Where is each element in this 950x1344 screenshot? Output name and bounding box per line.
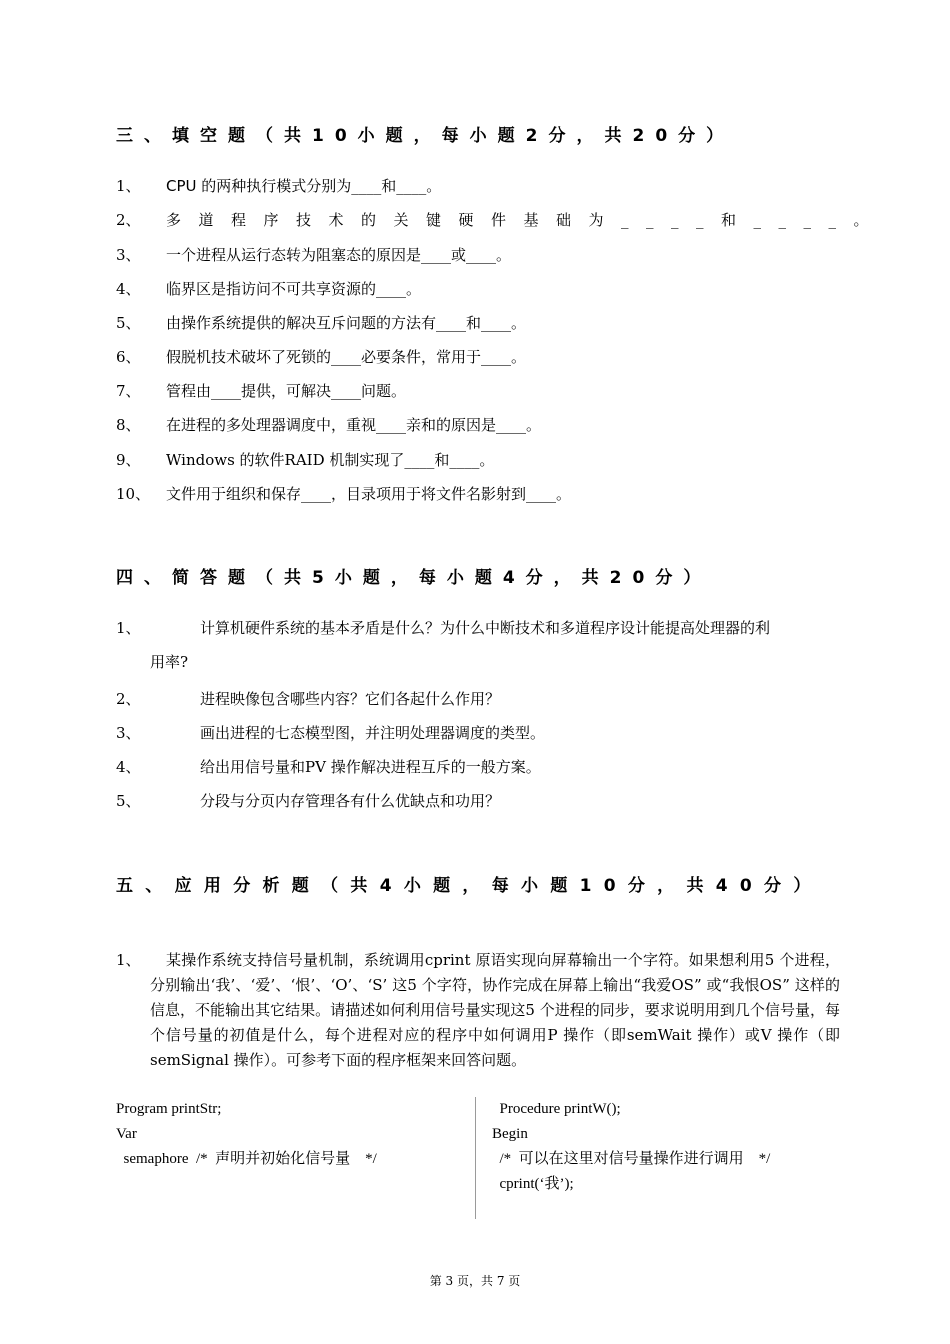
fill-in-item [116,448,840,472]
question-text: 的两种执行模式分别为____和____。 [196,177,442,195]
question-text-continuation: 用率? [150,653,189,671]
question-number: 3、 [116,724,141,742]
question-text: 某操作系统支持信号量机制，系统调用cprint 原语实现向屏幕输出一个字符。如果想利用5 个进程，分别输出‘我’、‘爱’、‘恨’、‘O’、‘S’ 这5 个字符，协作完成在屏幕上输出“我爱OS” 或“我恨OS” 这样的信息，不能输出其它结果。请描述如何利用信号量实现这5 个进程的同步，要求说明用到几个信号量，每个信号量的初值是什么，每个进程对应的程序中如何调用P 操作（即semWait 操作）或V 操作（即semSignal 操作）。可参考下面的程序框架来回答问题。 [150,951,840,1069]
question-text: 管程由____提供，可解决____问题。 [166,382,407,400]
question-number: 6、 [116,348,141,366]
question-number: 1、 [116,951,141,969]
code-line: /* 可以在这里对信号量操作进行调用 */ [492,1151,771,1167]
short-answer-item [116,721,840,745]
question-prefix: CPU [166,177,197,195]
fill-in-item [116,379,840,403]
short-answer-item [116,789,840,813]
question-number: 8、 [116,416,141,434]
question-number: 5、 [116,314,141,332]
question-number: 1、 [116,177,141,195]
fill-in-item [116,311,840,335]
short-answer-item [116,755,840,779]
fill-in-item [116,277,840,301]
code-left-column [116,1097,377,1172]
code-line: Procedure printW(); [492,1101,621,1117]
question-number: 4、 [116,758,141,776]
question-number: 5、 [116,792,141,810]
question-text: 画出进程的七态模型图，并注明处理器调度的类型。 [200,724,546,742]
code-column-divider [475,1097,476,1219]
fill-in-item [116,174,840,198]
section-heading-fill-in: 三、填空题（共10小题，每小题2分，共20分） [116,126,735,146]
application-item [116,948,840,1073]
code-line: Program printStr; [116,1101,222,1117]
question-text: 假脱机技术破坏了死锁的____必要条件，常用于____。 [166,348,527,366]
question-text: 由操作系统提供的解决互斥问题的方法有____和____。 [166,314,527,332]
question-text: 在进程的多处理器调度中，重视____亲和的原因是____。 [166,416,542,434]
code-line: cprint(‘我’); [492,1176,574,1192]
section-heading-short-answer: 四、简答题（共5小题，每小题4分，共20分） [116,568,712,588]
page-footer: 第 3 页，共 7 页 [429,1274,521,1288]
short-answer-item [116,616,840,674]
question-text: 文件用于组织和保存____，目录项用于将文件名影射到____。 [166,485,572,503]
fill-in-item [116,413,840,437]
question-text: 多道程序技术的关键硬件基础为____和____。 [166,211,887,229]
question-number: 1、 [116,619,141,637]
code-line: semaphore /* 声明并初始化信号量 */ [116,1151,377,1167]
fill-in-item [116,243,840,267]
question-text: 临界区是指访问不可共享资源的____。 [166,280,422,298]
question-number: 9、 [116,451,141,469]
question-number: 3、 [116,246,141,264]
question-text: 给出用信号量和PV 操作解决进程互斥的一般方案。 [200,758,541,776]
code-right-column [492,1097,770,1197]
section-heading-application: 五、应用分析题（共4小题，每小题10分，共40分） [116,876,823,896]
fill-in-item [116,482,840,506]
question-text: Windows 的软件RAID 机制实现了____和____。 [166,451,495,469]
question-number: 10、 [116,485,151,503]
code-line: Var [116,1126,137,1142]
fill-in-item [116,208,887,232]
fill-in-item [116,345,840,369]
short-answer-item [116,687,840,711]
code-line: Begin [492,1126,528,1142]
question-number: 2、 [116,690,141,708]
question-text: 分段与分页内存管理各有什么优缺点和功用？ [200,792,501,810]
question-number: 4、 [116,280,141,298]
question-text: 一个进程从运行态转为阻塞态的原因是____或____。 [166,246,512,264]
question-text: 计算机硬件系统的基本矛盾是什么？为什么中断技术和多道程序设计能提高处理器的利 [200,619,771,637]
question-number: 2、 [116,211,141,229]
question-text: 进程映像包含哪些内容？它们各起什么作用？ [200,690,501,708]
question-number: 7、 [116,382,141,400]
